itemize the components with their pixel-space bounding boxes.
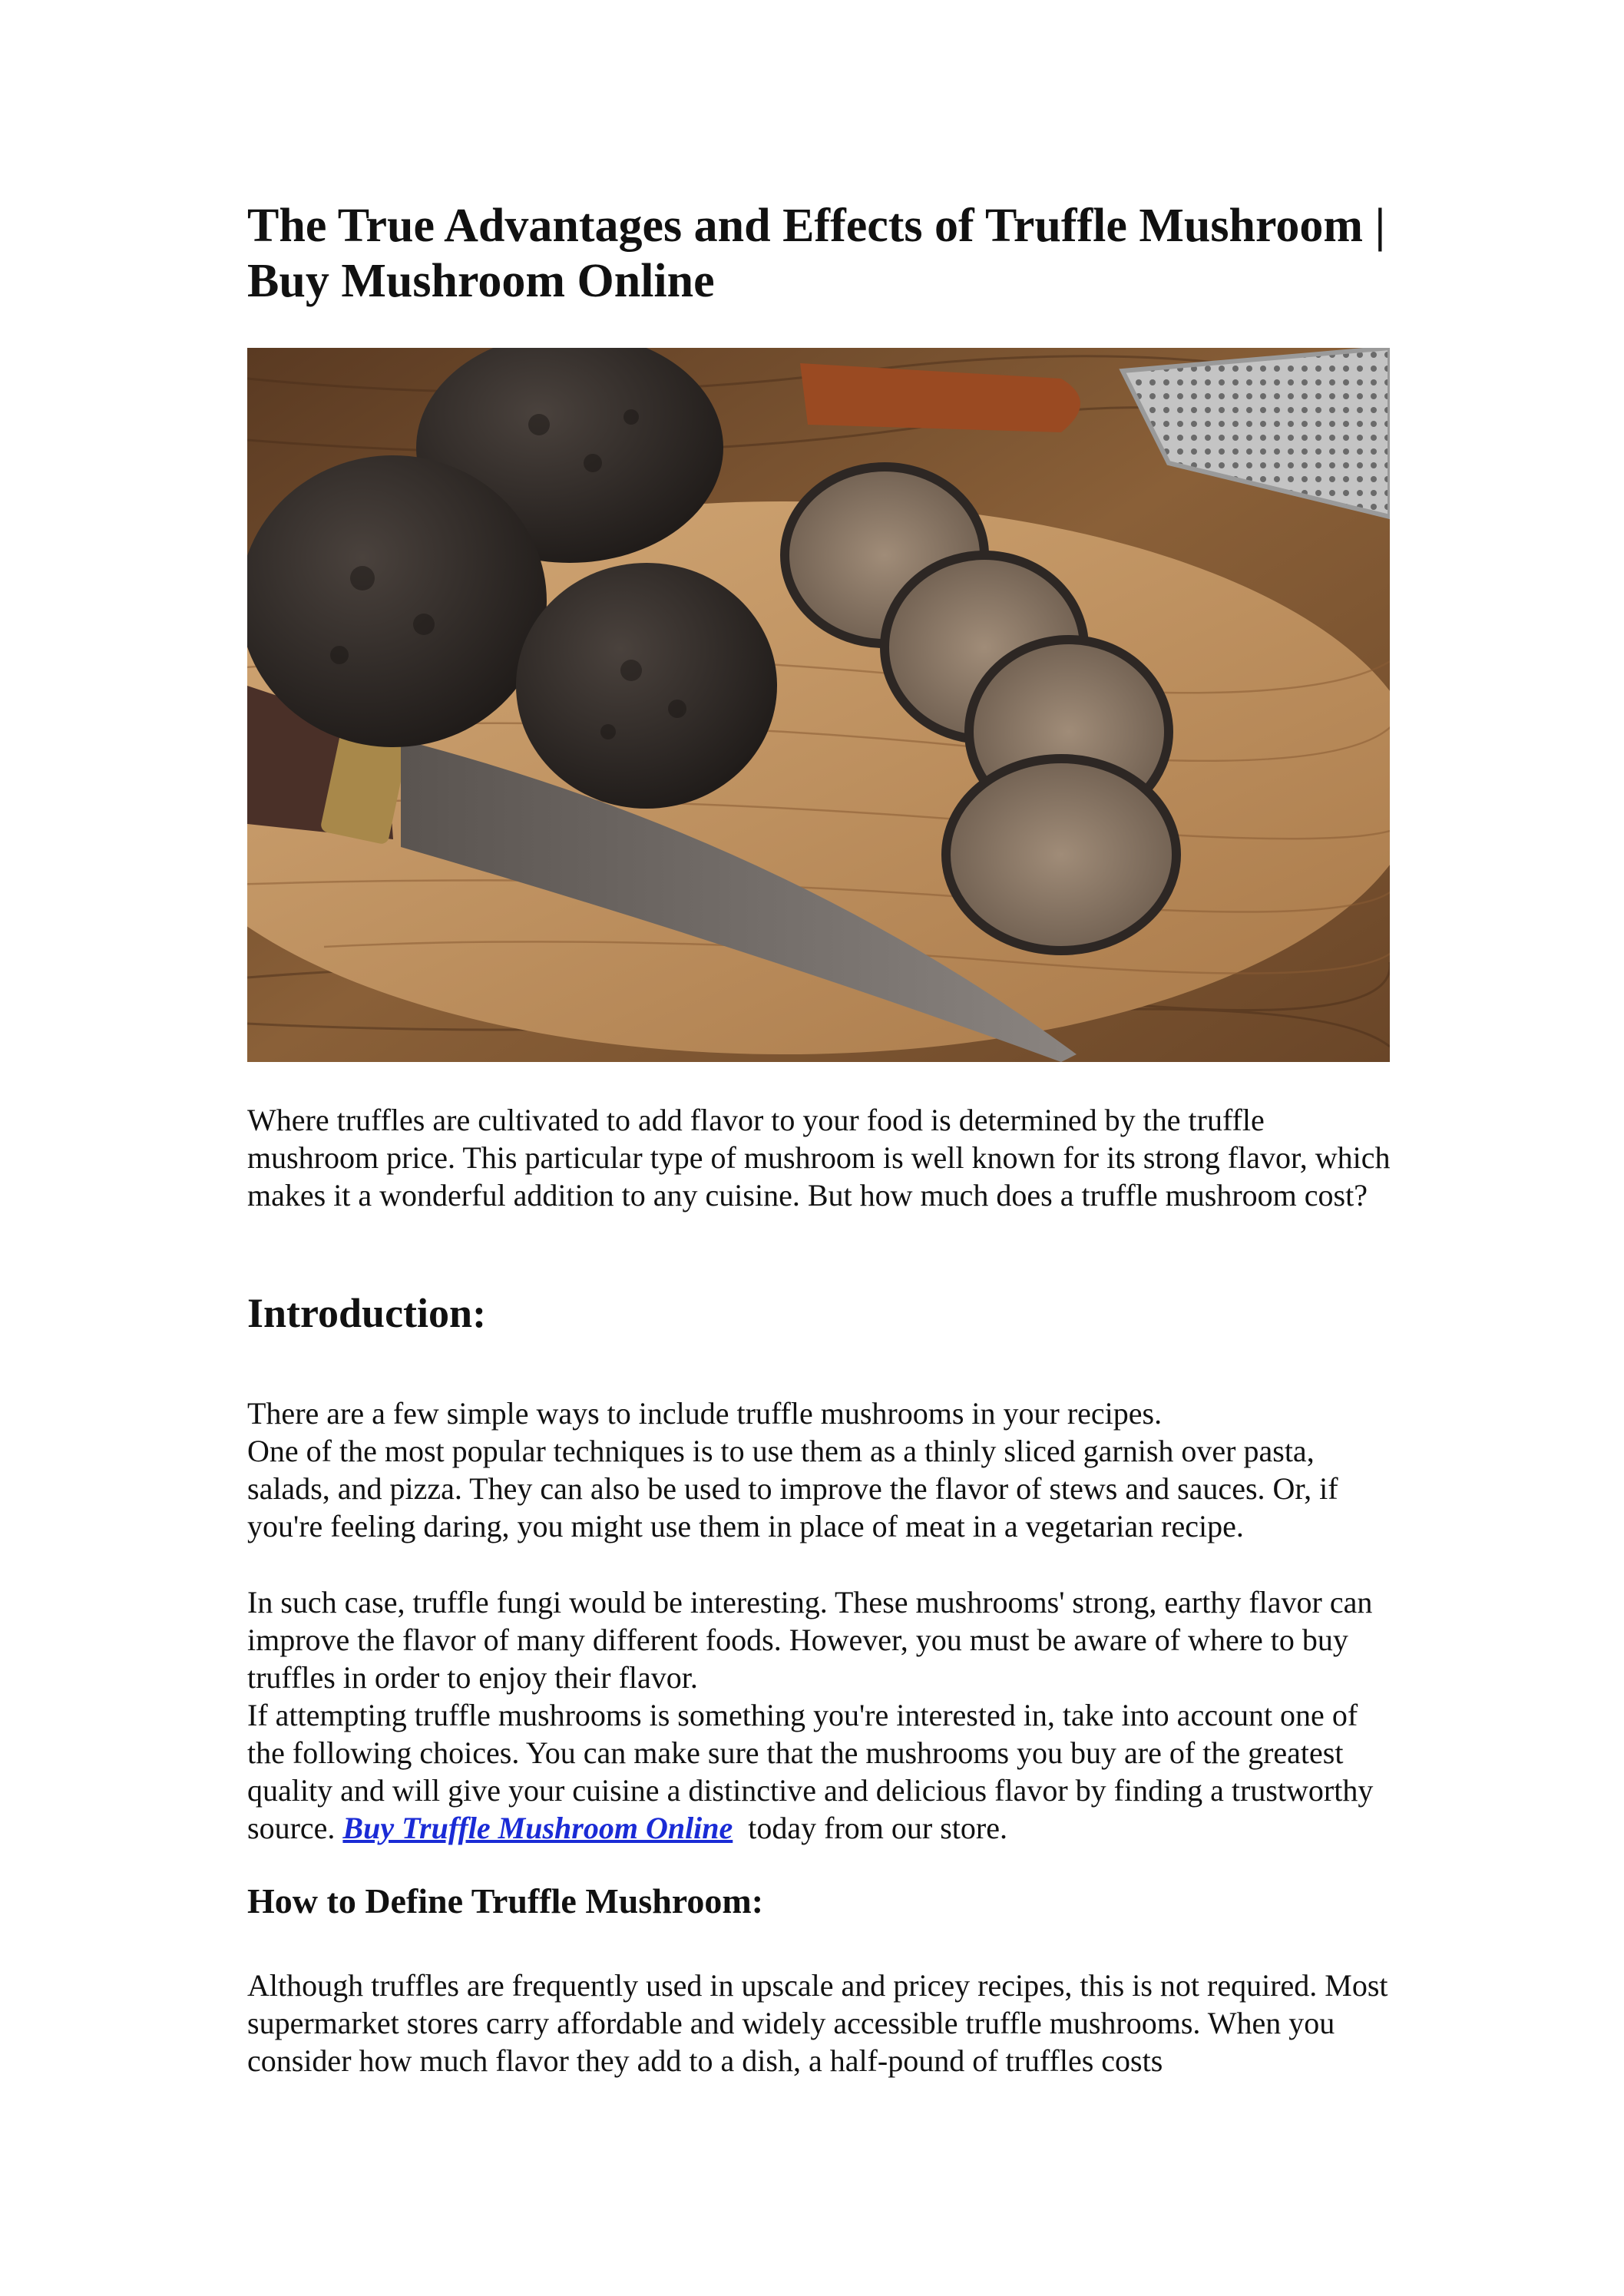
section-heading-introduction: Introduction:	[247, 1290, 487, 1336]
introduction-p2-after-link: today from our store.	[733, 1811, 1007, 1845]
hero-image	[247, 348, 1390, 1062]
introduction-p2-line1: In such case, truffle fungi would be interesting. These mushrooms' strong, earthy flavor can improve the flavor of many different foods. However, you must be aware of where to buy truffles in order to enjoy their flavor.	[247, 1585, 1373, 1695]
introduction-paragraph-1	[247, 1394, 1399, 1545]
truffle-photo	[247, 348, 1390, 1062]
introduction-p2-rest: If attempting truffle mushrooms is something you're interested in, take into account one of the following choices. You can make sure that the mushrooms you buy are of the greatest quality and will give your cuisine a distinctive and delicious flavor by finding a trustworthy source.	[247, 1698, 1374, 1845]
introduction-p1-rest: One of the most popular techniques is to use them as a thinly sliced garnish over pasta, salads, and pizza. They can also be used to improve the flavor of stews and sauces. Or, if you're feeling daring, you might use them in place of meat in a vegetarian recipe.	[247, 1434, 1338, 1543]
introduction-p1-line1: There are a few simple ways to include truffle mushrooms in your recipes.	[247, 1396, 1163, 1431]
define-paragraph-1: Although truffles are frequently used in upscale and pricey recipes, this is not required. Most supermarket stores carry affordable and widely accessible truffle mushrooms. When you consider how much flavor they add to a dish, a half-pound of truffles costs	[247, 1968, 1388, 2078]
buy-truffle-link[interactable]: Buy Truffle Mushroom Online	[342, 1811, 733, 1845]
page-title: The True Advantages and Effects of Truffle Mushroom | Buy Mushroom Online	[247, 200, 1386, 307]
intro-paragraph: Where truffles are cultivated to add flavor to your food is determined by the truffle mushroom price. This particular type of mushroom is well known for its strong flavor, which makes it a wonderful addition to any cuisine. But how much does a truffle mushroom cost?	[247, 1103, 1391, 1213]
section-heading-define: How to Define Truffle Mushroom:	[247, 1881, 764, 1921]
introduction-paragraph-2	[247, 1583, 1399, 1847]
